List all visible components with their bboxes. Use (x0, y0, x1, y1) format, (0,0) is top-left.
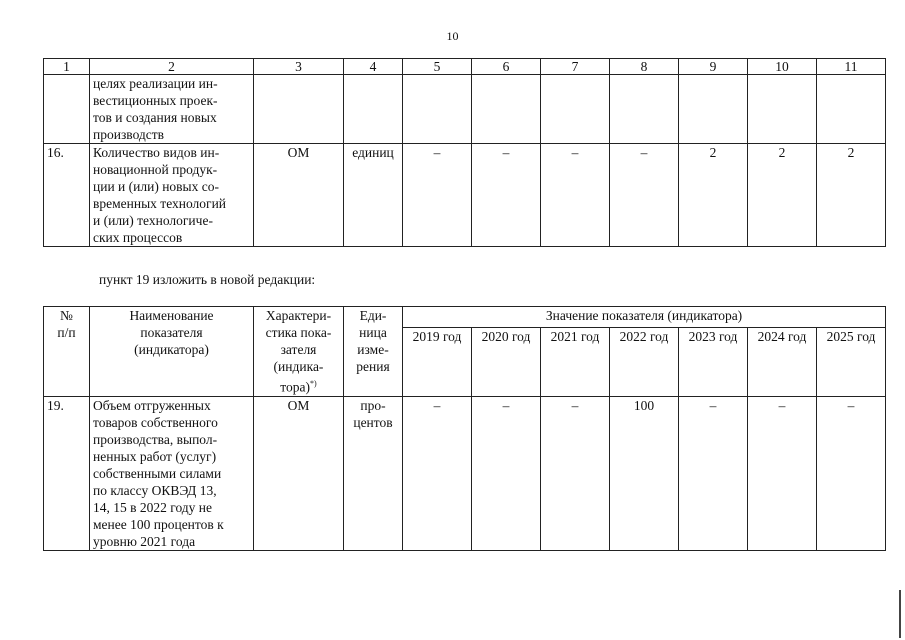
value-cell: – (403, 144, 472, 247)
characteristic-cell: ОМ (254, 144, 344, 247)
indicator-table-continuation (43, 58, 886, 247)
value-cell: 2 (748, 144, 817, 247)
table-cell (472, 75, 541, 144)
value-cell: – (679, 396, 748, 550)
column-number-row (44, 59, 886, 75)
value-cell: 2 (679, 144, 748, 247)
value-cell: – (748, 396, 817, 550)
table-cell (344, 75, 403, 144)
header-year: 2025 год (817, 327, 886, 396)
table-cell (610, 75, 679, 144)
unit-cell: про- центов (344, 396, 403, 550)
table-cell (541, 75, 610, 144)
column-number: 10 (748, 59, 817, 75)
value-cell: – (541, 396, 610, 550)
row-number-cell: 16. (44, 144, 90, 247)
header-year: 2021 год (541, 327, 610, 396)
header-characteristic-text: Характери- стика пока- зателя (индика- тора) (265, 308, 332, 395)
header-year: 2023 год (679, 327, 748, 396)
table-row (44, 144, 886, 247)
header-number: № п/п (44, 307, 90, 397)
table-cell (817, 75, 886, 144)
column-number: 11 (817, 59, 886, 75)
scan-edge-mark (899, 590, 901, 638)
amendment-intro-text: пункт 19 изложить в новой редакции: (99, 272, 316, 287)
value-cell: 100 (610, 396, 679, 550)
column-number: 4 (344, 59, 403, 75)
unit-cell: единиц (344, 144, 403, 247)
column-number: 6 (472, 59, 541, 75)
indicator-name-cell: целях реализации ин- вестиционных проек- тов и создания новых производств (90, 75, 254, 144)
footnote-mark: *) (310, 379, 317, 388)
header-year: 2020 год (472, 327, 541, 396)
table-row (44, 396, 886, 550)
value-cell: – (541, 144, 610, 247)
table-row (44, 75, 886, 144)
characteristic-cell: ОМ (254, 396, 344, 550)
value-cell: – (472, 144, 541, 247)
column-number: 1 (44, 59, 90, 75)
column-number: 7 (541, 59, 610, 75)
value-cell: – (403, 396, 472, 550)
header-year: 2022 год (610, 327, 679, 396)
column-number: 8 (610, 59, 679, 75)
header-unit: Еди- ница изме- рения (344, 307, 403, 397)
column-number: 5 (403, 59, 472, 75)
column-number: 3 (254, 59, 344, 75)
row-number-cell: 19. (44, 396, 90, 550)
header-year: 2024 год (748, 327, 817, 396)
header-year: 2019 год (403, 327, 472, 396)
value-cell: – (472, 396, 541, 550)
indicator-name-cell: Количество видов ин- новационной продук- ции и (или) новых со- временных технологий и (или) технологиче- ских процессов (90, 144, 254, 247)
page-number: 10 (446, 29, 459, 43)
header-indicator-name: Наименование показателя (индикатора) (90, 307, 254, 397)
table-cell (44, 75, 90, 144)
column-number: 2 (90, 59, 254, 75)
table-cell (254, 75, 344, 144)
value-cell: – (610, 144, 679, 247)
table-cell (748, 75, 817, 144)
table-cell (403, 75, 472, 144)
header-characteristic (254, 307, 344, 397)
value-cell: 2 (817, 144, 886, 247)
indicator-table-item-19 (43, 306, 886, 551)
column-number: 9 (679, 59, 748, 75)
header-value-group: Значение показателя (индикатора) (403, 307, 886, 328)
value-cell: – (817, 396, 886, 550)
header-row (44, 307, 886, 328)
indicator-name-cell: Объем отгруженных товаров собственного производства, выпол- ненных работ (услуг) собственными силами по классу ОКВЭД 13, 14, 15 в 2022 году не менее 100 процентов к уровню 2021 года (90, 396, 254, 550)
table-cell (679, 75, 748, 144)
